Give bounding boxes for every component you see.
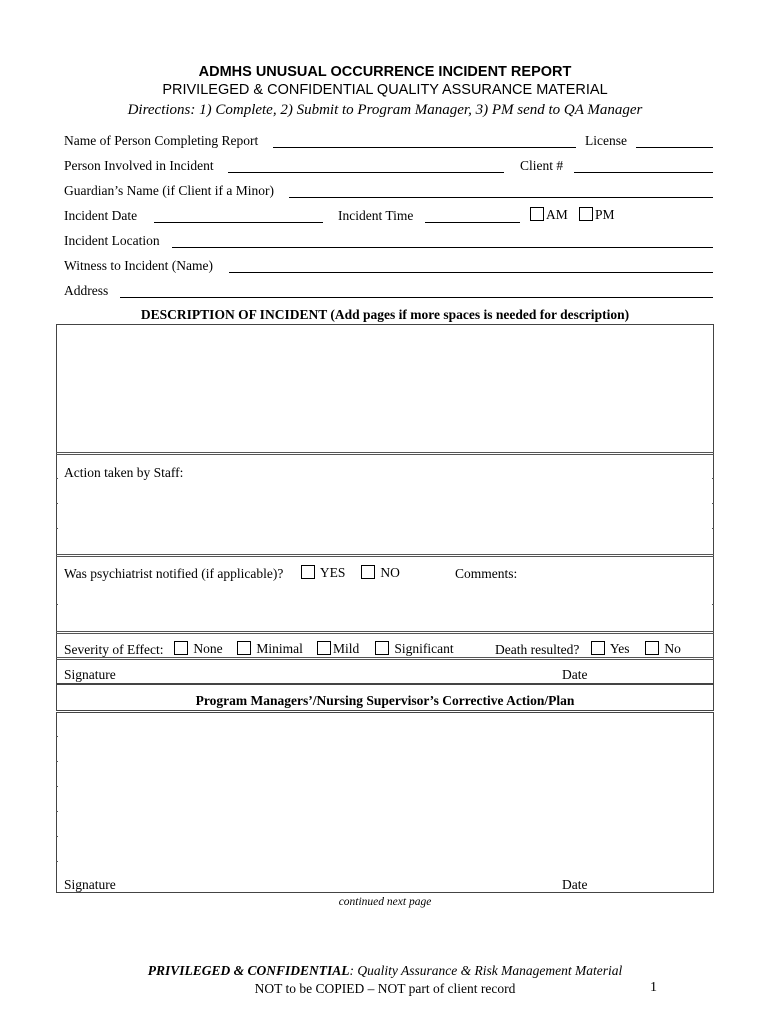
severity-significant-checkbox[interactable] bbox=[375, 641, 389, 655]
footer-not-copied: NOT to be COPIED – NOT part of client record bbox=[254, 981, 516, 996]
edge-tick bbox=[56, 761, 58, 762]
action-taken-label: Action taken by Staff: bbox=[64, 465, 184, 480]
am-checkbox[interactable] bbox=[530, 207, 544, 221]
severity-minimal-label: Minimal bbox=[256, 641, 303, 656]
pm-checkbox[interactable] bbox=[579, 207, 593, 221]
severity-mild-label: Mild bbox=[333, 641, 360, 656]
corrective-date-field[interactable] bbox=[595, 874, 710, 891]
edge-tick bbox=[712, 503, 714, 504]
witness-field[interactable] bbox=[229, 272, 713, 273]
incident-date-label: Incident Date bbox=[64, 208, 138, 223]
edge-tick bbox=[712, 528, 714, 529]
edge-tick bbox=[56, 503, 58, 504]
edge-tick bbox=[56, 786, 58, 787]
psychiatrist-label: Was psychiatrist notified (if applicable)? bbox=[64, 566, 284, 581]
continued-note: continued next page bbox=[338, 896, 432, 908]
directions-text: Directions: 1) Complete, 2) Submit to Program Manager, 3) PM send to QA Manager bbox=[127, 102, 643, 118]
death-yes-checkbox[interactable] bbox=[591, 641, 605, 655]
incident-date-field[interactable] bbox=[154, 222, 323, 223]
edge-tick bbox=[56, 478, 58, 479]
name-completing-label: Name of Person Completing Report bbox=[64, 133, 259, 148]
psychiatrist-no-label: NO bbox=[380, 565, 400, 580]
edge-tick bbox=[56, 861, 58, 862]
corrective-date-label: Date bbox=[562, 877, 588, 892]
comments-label: Comments: bbox=[455, 566, 518, 581]
page-number: 1 bbox=[650, 980, 657, 995]
incident-time-field[interactable] bbox=[425, 222, 520, 223]
edge-tick bbox=[56, 604, 58, 605]
description-heading: DESCRIPTION OF INCIDENT (Add pages if more spaces is needed for description) bbox=[140, 307, 630, 322]
severity-mild-checkbox[interactable] bbox=[317, 641, 331, 655]
edge-tick bbox=[56, 836, 58, 837]
divider bbox=[56, 631, 714, 634]
address-field[interactable] bbox=[120, 297, 713, 298]
name-completing-field[interactable] bbox=[273, 147, 576, 148]
edge-tick bbox=[712, 478, 714, 479]
corrective-signature-field[interactable] bbox=[130, 874, 550, 891]
incident-location-label: Incident Location bbox=[64, 233, 160, 248]
severity-none-checkbox[interactable] bbox=[174, 641, 188, 655]
am-label: AM bbox=[546, 207, 568, 222]
guardian-label: Guardian’s Name (if Client if a Minor) bbox=[64, 183, 274, 198]
incident-location-field[interactable] bbox=[172, 247, 713, 248]
guardian-field[interactable] bbox=[289, 197, 713, 198]
severity-label: Severity of Effect: bbox=[64, 642, 164, 657]
corrective-heading: Program Managers’/Nursing Supervisor’s Corrective Action/Plan bbox=[195, 693, 575, 708]
footer-privileged-rest: : Quality Assurance & Risk Management Material bbox=[349, 963, 623, 978]
psychiatrist-yes-label: YES bbox=[319, 565, 346, 580]
death-yes-label: Yes bbox=[609, 641, 630, 656]
psychiatrist-no-checkbox[interactable] bbox=[361, 565, 375, 579]
death-no-checkbox[interactable] bbox=[645, 641, 659, 655]
psychiatrist-yes-checkbox[interactable] bbox=[301, 565, 315, 579]
edge-tick bbox=[56, 811, 58, 812]
client-number-field[interactable] bbox=[574, 172, 713, 173]
report-subtitle: PRIVILEGED & CONFIDENTIAL QUALITY ASSURANCE MATERIAL bbox=[162, 82, 608, 98]
action-taken-field[interactable] bbox=[58, 482, 712, 554]
comments-field[interactable] bbox=[58, 582, 712, 630]
person-involved-label: Person Involved in Incident bbox=[64, 158, 214, 173]
death-no-label: No bbox=[664, 641, 681, 656]
address-label: Address bbox=[64, 283, 109, 298]
incident-time-label: Incident Time bbox=[338, 208, 414, 223]
edge-tick bbox=[56, 736, 58, 737]
license-label: License bbox=[585, 133, 627, 148]
severity-significant-label: Significant bbox=[394, 641, 454, 656]
divider bbox=[56, 657, 714, 660]
severity-minimal-checkbox[interactable] bbox=[237, 641, 251, 655]
person-involved-field[interactable] bbox=[228, 172, 504, 173]
witness-label: Witness to Incident (Name) bbox=[64, 258, 214, 273]
footer-privileged-line bbox=[0, 963, 770, 979]
divider bbox=[56, 452, 714, 455]
signature-field[interactable] bbox=[130, 663, 550, 682]
divider bbox=[56, 554, 714, 557]
date-field[interactable] bbox=[595, 663, 710, 682]
date-label: Date bbox=[562, 667, 588, 682]
client-number-label: Client # bbox=[520, 158, 564, 173]
signature-label: Signature bbox=[64, 667, 116, 682]
edge-tick bbox=[56, 528, 58, 529]
footer-privileged: PRIVILEGED & CONFIDENTIAL bbox=[147, 963, 350, 978]
description-text-area[interactable] bbox=[56, 325, 714, 453]
report-title: ADMHS UNUSUAL OCCURRENCE INCIDENT REPORT bbox=[198, 64, 572, 80]
corrective-signature-label: Signature bbox=[64, 877, 116, 892]
death-resulted-label: Death resulted? bbox=[495, 642, 580, 657]
corrective-text-area[interactable] bbox=[58, 714, 712, 874]
license-field[interactable] bbox=[636, 147, 713, 148]
edge-tick bbox=[712, 604, 714, 605]
severity-none-label: None bbox=[193, 641, 223, 656]
pm-label: PM bbox=[595, 207, 615, 222]
